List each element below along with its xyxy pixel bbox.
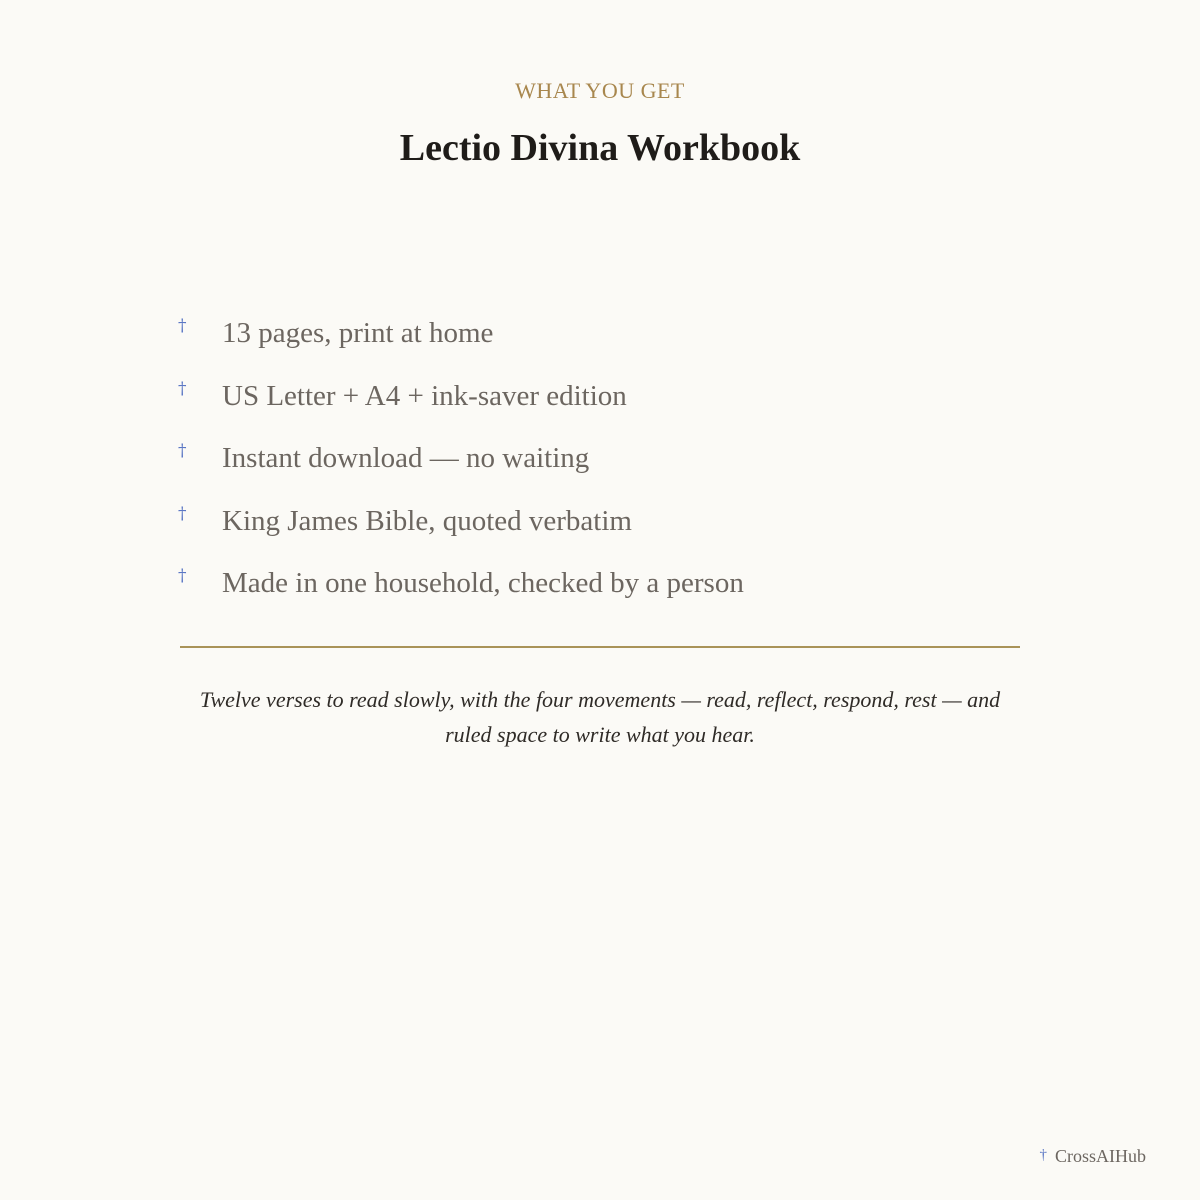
- page-eyebrow: WHAT YOU GET: [515, 78, 685, 103]
- feature-item: [178, 562, 1038, 625]
- feature-text: 13 pages, print at home: [222, 317, 494, 349]
- page-title: Lectio Divina Workbook: [399, 127, 801, 169]
- feature-item: [178, 500, 1038, 563]
- feature-item: [178, 375, 1038, 438]
- cross-icon: †: [178, 566, 187, 586]
- section-divider: [180, 646, 1020, 648]
- cross-icon: †: [178, 503, 187, 524]
- feature-text: King James Bible, quoted verbatim: [222, 504, 632, 537]
- feature-list: [178, 312, 1038, 625]
- feature-text: Instant download — no waiting: [222, 442, 590, 474]
- workbook-description: Twelve verses to read slowly, with the four movements — read, reflect, respond, rest — and ruled space to write what you hear.: [199, 687, 1001, 747]
- feature-text: Made in one household, checked by a person: [222, 567, 744, 599]
- cross-icon: †: [178, 441, 187, 461]
- feature-item: [178, 437, 1038, 500]
- cross-icon: †: [1039, 1147, 1047, 1163]
- brand-mark: [1039, 1144, 1146, 1168]
- cross-icon: †: [178, 378, 187, 399]
- brand-name: CrossAIHub: [1054, 1146, 1146, 1166]
- cross-icon: †: [178, 316, 187, 336]
- feature-text: US Letter + A4 + ink-saver edition: [222, 379, 627, 412]
- feature-item: [178, 312, 1038, 375]
